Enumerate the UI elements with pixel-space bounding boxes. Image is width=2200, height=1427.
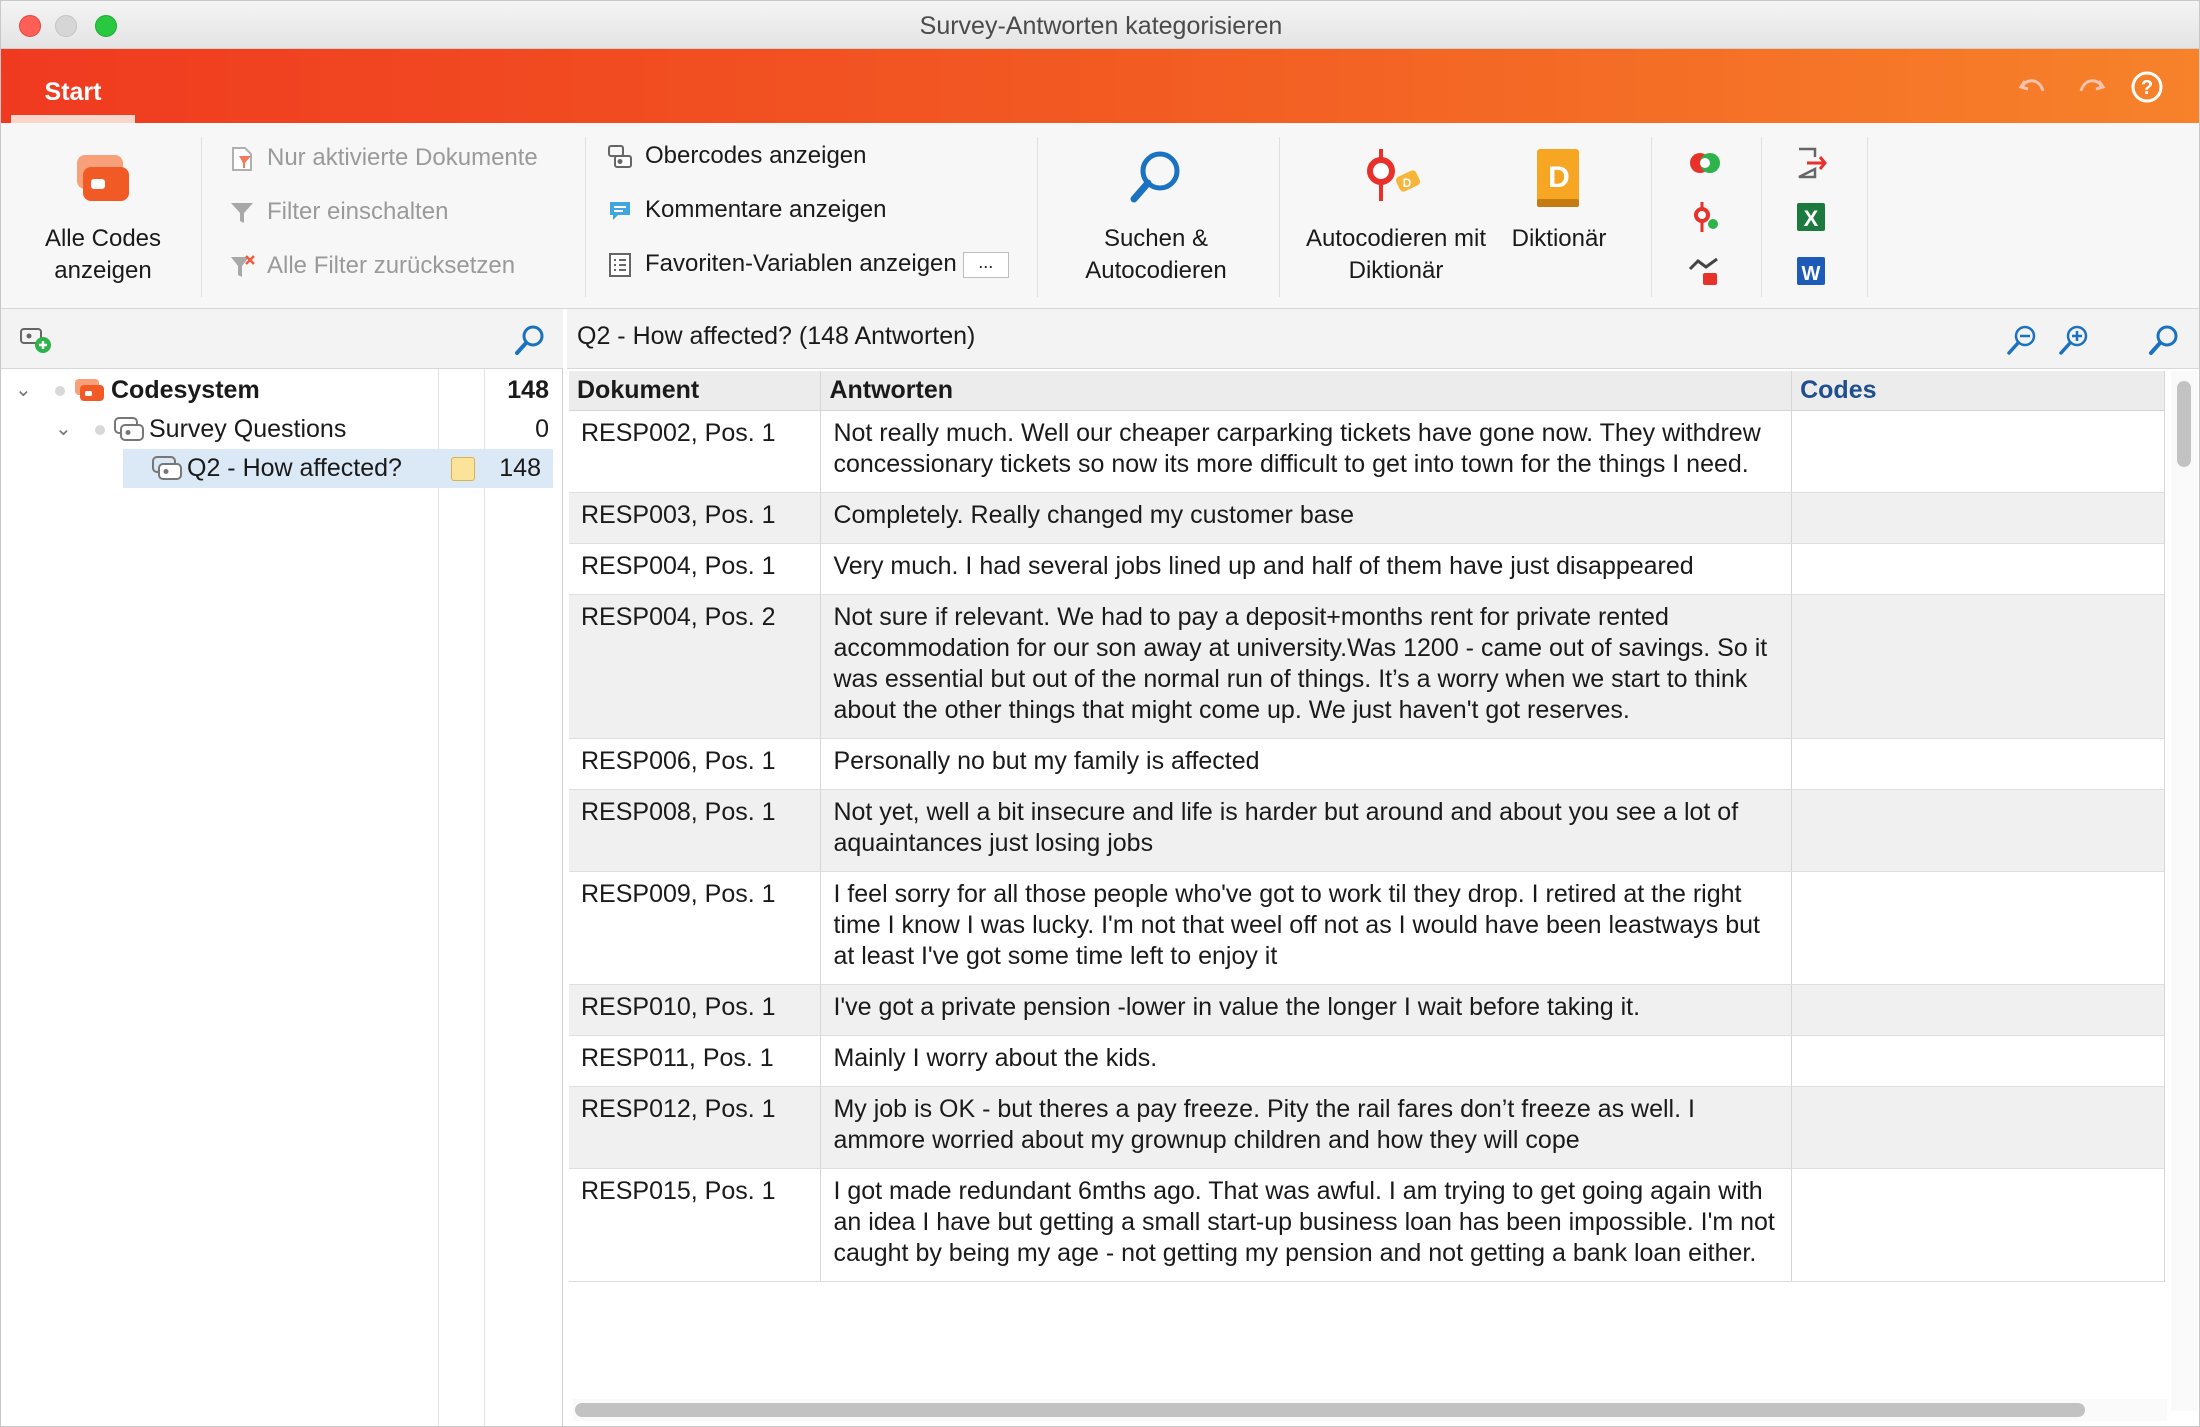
- funnel-icon: [229, 200, 255, 226]
- parent-codes-icon: [607, 144, 633, 170]
- code-node-icon: [1687, 199, 1723, 235]
- all-codes-label: Alle Codes anzeigen: [44, 225, 162, 284]
- table-row[interactable]: [569, 492, 2165, 543]
- redo-icon[interactable]: [2073, 69, 2109, 105]
- codes-cell[interactable]: [1792, 871, 2165, 984]
- status-dot-icon: [95, 425, 105, 435]
- column-header-document[interactable]: Dokument: [569, 371, 821, 410]
- table-row[interactable]: [569, 594, 2165, 738]
- answers-panel: [567, 309, 2200, 1427]
- chevron-down-icon[interactable]: ⌄: [55, 418, 72, 440]
- answer-cell: Very much. I had several jobs lined up and half of them have just disappeared: [821, 543, 1792, 594]
- document-cell: RESP008, Pos. 1: [569, 789, 821, 871]
- column-header-codes[interactable]: Codes: [1792, 371, 2165, 410]
- more-options-button[interactable]: ...: [963, 252, 1009, 278]
- answer-cell: I feel sorry for all those people who've got to work til they drop. I retired at the right time I know I was lucky. I'm not that weel off not as I would have been leastways but at least I've got some time left to enjoy it: [821, 871, 1792, 984]
- dictionary-button[interactable]: [1499, 147, 1619, 255]
- only-active-docs-button[interactable]: Nur aktivierte Dokumente: [229, 141, 538, 175]
- variables-list-icon: [607, 252, 633, 278]
- codes-cell[interactable]: [1792, 1168, 2165, 1281]
- codes-cell[interactable]: [1792, 543, 2165, 594]
- table-header-row: [569, 371, 2165, 410]
- autocode-dictionary-icon: [1361, 147, 1431, 209]
- title-bar: [1, 1, 2200, 49]
- svg-text:W: W: [1801, 263, 1821, 285]
- word-icon: [1793, 253, 1829, 289]
- table-row[interactable]: [569, 871, 2165, 984]
- search-autocode-button[interactable]: [1061, 147, 1251, 287]
- window-title: Survey-Antworten kategorisieren: [919, 12, 1283, 40]
- code-coloring-button[interactable]: [1687, 145, 1723, 181]
- export-button[interactable]: [1793, 145, 1829, 181]
- answer-cell: Completely. Really changed my customer base: [821, 492, 1792, 543]
- table-row[interactable]: [569, 543, 2165, 594]
- answers-title: Q2 - How affected? (148 Antworten): [577, 322, 976, 350]
- reset-filters-button[interactable]: Alle Filter zurücksetzen: [229, 249, 515, 283]
- zoom-out-icon[interactable]: [2005, 323, 2039, 357]
- codesystem-header: [1, 309, 563, 369]
- document-cell: RESP003, Pos. 1: [569, 492, 821, 543]
- survey-questions-count: 0: [535, 415, 549, 443]
- answer-cell: I've got a private pension -lower in value the longer I wait before taking it.: [821, 984, 1792, 1035]
- svg-text:?: ?: [2140, 77, 2154, 99]
- excel-icon: [1793, 199, 1829, 235]
- memo-icon[interactable]: [451, 457, 475, 481]
- document-cell: RESP010, Pos. 1: [569, 984, 821, 1035]
- answer-cell: Personally no but my family is affected: [821, 738, 1792, 789]
- dictionary-book-icon: [1531, 147, 1587, 209]
- table-row[interactable]: [569, 984, 2165, 1035]
- codes-cell[interactable]: [1792, 410, 2165, 492]
- funnel-clear-icon: [229, 254, 255, 280]
- document-cell: RESP012, Pos. 1: [569, 1086, 821, 1168]
- survey-questions-label: Survey Questions: [149, 415, 347, 443]
- table-row[interactable]: [569, 789, 2165, 871]
- codesystem-label: Codesystem: [111, 376, 260, 404]
- code-icon: [151, 455, 185, 483]
- codes-cell[interactable]: [1792, 984, 2165, 1035]
- show-parent-codes-button[interactable]: Obercodes anzeigen: [607, 139, 866, 173]
- tree-row-survey-questions[interactable]: [1, 410, 561, 449]
- show-comments-button[interactable]: Kommentare anzeigen: [607, 193, 886, 227]
- codes-cell[interactable]: [1792, 738, 2165, 789]
- autocode-dictionary-label: Autocodieren mit Diktionär: [1305, 225, 1487, 284]
- svg-text:X: X: [1803, 206, 1819, 231]
- svg-text:D: D: [1402, 176, 1412, 190]
- answer-cell: Not really much. Well our cheaper carparking tickets have gone now. They withdrew concessionary tickets so now its more difficult to get into town for the things I need.: [821, 410, 1792, 492]
- dictionary-label: Diktionär: [1511, 225, 1607, 252]
- q2-count: 148: [499, 454, 541, 482]
- word-export-button[interactable]: [1793, 253, 1829, 289]
- all-codes-button[interactable]: [19, 153, 187, 287]
- code-group-icon: [113, 416, 147, 444]
- document-cell: RESP004, Pos. 2: [569, 594, 821, 738]
- tab-start[interactable]: Start: [11, 69, 135, 123]
- new-code-icon[interactable]: [19, 325, 53, 355]
- trend-lock-icon: [1687, 253, 1723, 289]
- codesystem-panel: [1, 309, 563, 1427]
- codesystem-icon: [73, 377, 107, 405]
- codes-cell[interactable]: [1792, 789, 2165, 871]
- ribbon-tab-bar: [1, 49, 2200, 123]
- doc-filter-icon: [229, 146, 255, 172]
- export-icon: [1793, 145, 1829, 181]
- answers-table: [569, 371, 2165, 1282]
- horizontal-scroll-thumb[interactable]: [575, 1403, 2085, 1417]
- search-icon[interactable]: [2147, 323, 2181, 357]
- answer-cell: Not yet, well a bit insecure and life is harder but around and about you see a lot of aquaintances just losing jobs: [821, 789, 1792, 871]
- favorite-variables-button[interactable]: Favoriten-Variablen anzeigen ...: [607, 247, 1009, 281]
- table-row[interactable]: [569, 1168, 2165, 1281]
- answer-cell: Not sure if relevant. We had to pay a deposit+months rent for private rented accommodation for our son away at university.Was 1200 - came out of savings. So it was essential but out of the normal run of things. It’s a worry when we start to think about the other things that might come up. We just haven't got reserves.: [821, 594, 1792, 738]
- tree-row-q2[interactable]: [123, 449, 553, 488]
- document-cell: RESP006, Pos. 1: [569, 738, 821, 789]
- answers-header: [567, 309, 2200, 369]
- vertical-scroll-thumb[interactable]: [2177, 381, 2191, 467]
- color-circles-icon: [1687, 145, 1723, 181]
- search-icon[interactable]: [513, 323, 547, 357]
- table-row[interactable]: [569, 1086, 2165, 1168]
- trend-export-button[interactable]: [1687, 253, 1723, 289]
- codes-cell[interactable]: [1792, 594, 2165, 738]
- vertical-scrollbar[interactable]: [2171, 371, 2197, 1411]
- table-row[interactable]: [569, 410, 2165, 492]
- document-cell: RESP015, Pos. 1: [569, 1168, 821, 1281]
- filter-on-button[interactable]: Filter einschalten: [229, 195, 448, 229]
- help-icon[interactable]: [2129, 69, 2165, 105]
- autocode-dictionary-button[interactable]: [1301, 147, 1491, 287]
- answer-cell: My job is OK - but theres a pay freeze. Pity the rail fares don’t freeze as well. I ammore worried about my grownup children and how they will cope: [821, 1086, 1792, 1168]
- horizontal-scrollbar[interactable]: [573, 1399, 2167, 1421]
- zoom-in-icon[interactable]: [2057, 323, 2091, 357]
- table-row[interactable]: [569, 1035, 2165, 1086]
- chevron-down-icon[interactable]: ⌄: [15, 379, 32, 401]
- codes-cell[interactable]: [1792, 492, 2165, 543]
- document-cell: RESP002, Pos. 1: [569, 410, 821, 492]
- document-cell: RESP011, Pos. 1: [569, 1035, 821, 1086]
- tree-row-codesystem[interactable]: [1, 371, 561, 410]
- codes-cell[interactable]: [1792, 1035, 2165, 1086]
- answer-cell: I got made redundant 6mths ago. That was awful. I am trying to get going again with an idea I have but getting a small start-up business loan has been impossible. I'm not caught by being my age - not getting my pension and not getting a bank loan either.: [821, 1168, 1792, 1281]
- codes-icon: [71, 153, 135, 209]
- ribbon-toolbar: [1, 123, 2200, 309]
- table-row[interactable]: [569, 738, 2165, 789]
- column-header-answers[interactable]: Antworten: [821, 371, 1792, 410]
- undo-icon[interactable]: [2015, 69, 2051, 105]
- document-cell: RESP009, Pos. 1: [569, 871, 821, 984]
- codes-cell[interactable]: [1792, 1086, 2165, 1168]
- answer-cell: Mainly I worry about the kids.: [821, 1035, 1792, 1086]
- svg-text:D: D: [1548, 161, 1570, 194]
- code-relations-button[interactable]: [1687, 199, 1723, 235]
- comment-icon: [607, 198, 633, 224]
- status-dot-icon: [55, 386, 65, 396]
- codesystem-count: 148: [507, 376, 549, 404]
- document-cell: RESP004, Pos. 1: [569, 543, 821, 594]
- magnifier-icon: [1126, 147, 1186, 209]
- excel-export-button[interactable]: [1793, 199, 1829, 235]
- search-autocode-label: Suchen & Autocodieren: [1085, 225, 1227, 284]
- q2-label: Q2 - How affected?: [187, 454, 402, 482]
